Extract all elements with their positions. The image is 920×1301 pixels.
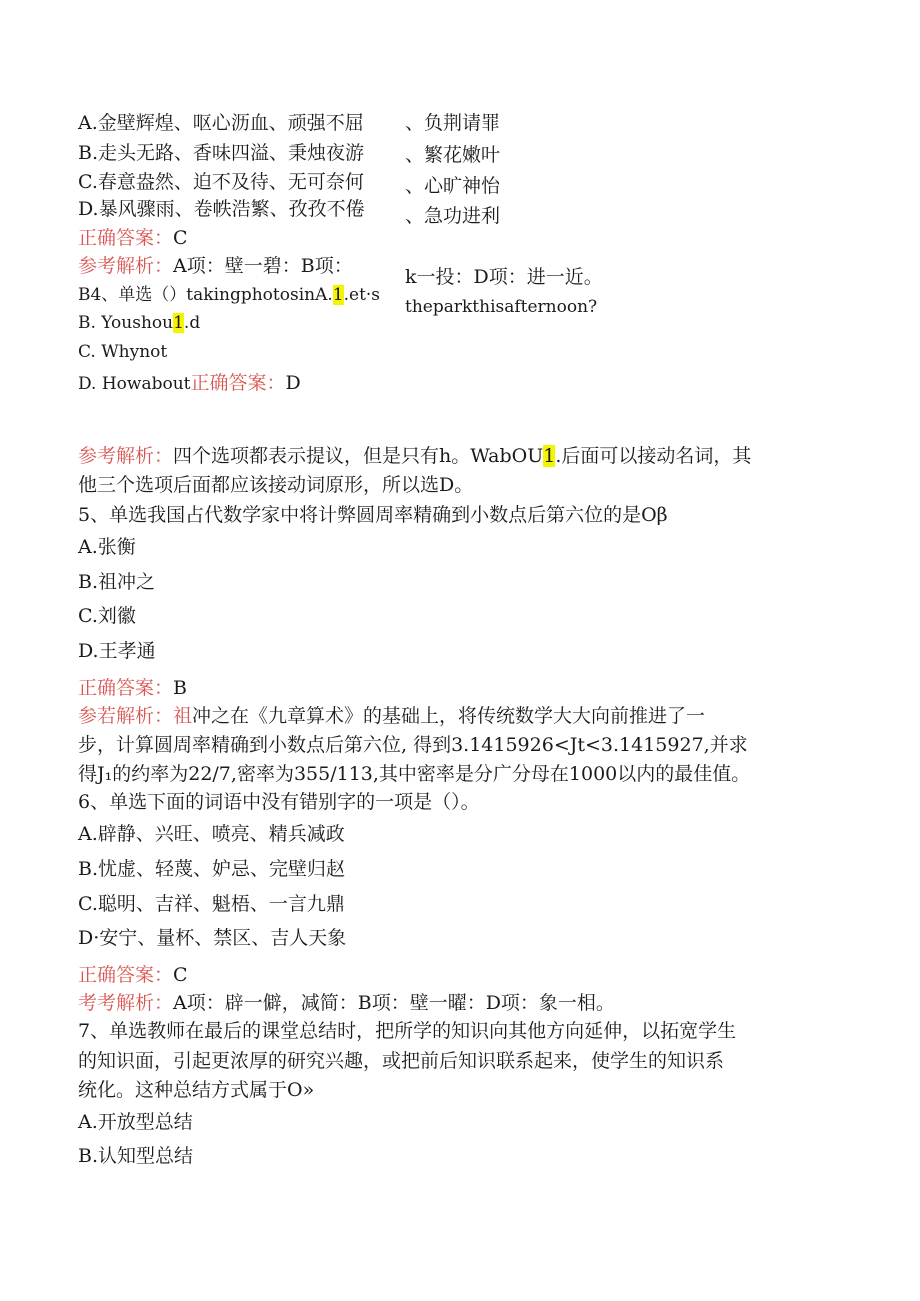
q3-answer bbox=[78, 226, 188, 250]
analysis-label: 参若解析：祖 bbox=[78, 705, 193, 727]
highlight: 1 bbox=[543, 445, 556, 467]
answer-value: C bbox=[173, 227, 188, 249]
analysis-text: 四个选项都表示提议，但是只有h。WabOU bbox=[173, 445, 544, 467]
q4-option-c: C. Whynot bbox=[78, 342, 168, 362]
q3-option-d: D.暴风骤雨、卷帙浩繁、孜孜不倦 bbox=[78, 198, 365, 220]
q6-option-d: D·安宁、量杯、禁区、吉人天象 bbox=[78, 927, 347, 949]
q3-analysis-cont: k一投：D项：进一近。 bbox=[405, 266, 603, 288]
q5-option-a: A.张衡 bbox=[78, 536, 136, 558]
q3-option-b-cont: 、繁花嫩叶 bbox=[405, 144, 501, 166]
q5-option-c: C.刘徽 bbox=[78, 605, 136, 627]
analysis-label: 考考解析： bbox=[78, 992, 174, 1014]
q3-option-d-cont: 、急功进利 bbox=[405, 205, 501, 227]
q4-option-b-text-2: .d bbox=[183, 313, 201, 333]
q5-option-d: D.王孝通 bbox=[78, 640, 156, 662]
q7-stem: 7、单选教师在最后的课堂总结时，把所学的知识向其他方向延伸，以拓宽学生 bbox=[78, 1020, 737, 1042]
answer-label: 正确答案： bbox=[190, 372, 286, 394]
q7-option-b: B.认知型总结 bbox=[78, 1145, 194, 1167]
q3-option-a: A.金壁辉煌、呕心沥血、顽强不屈 bbox=[78, 112, 364, 134]
q4-stem bbox=[78, 283, 380, 307]
analysis-text: 冲之在《九章算术》的基础上，将传统数学大大向前推进了一 bbox=[192, 705, 706, 727]
q5-stem: 5、单选我国占代数学家中将计弊圆周率精确到小数点后第六位的是Oβ bbox=[78, 504, 668, 526]
q6-option-b: B.忧虚、轻蔑、妒忌、完壁归赵 bbox=[78, 858, 346, 880]
q3-option-c-cont: 、心旷神怡 bbox=[405, 175, 501, 197]
q6-option-a: A.辟静、兴旺、喷亮、精兵减政 bbox=[78, 823, 345, 845]
q4-option-b-text: B. Youshou bbox=[78, 313, 174, 333]
answer-value: C bbox=[173, 964, 188, 986]
answer-label: 正确答案： bbox=[78, 964, 174, 986]
q3-option-a-cont: 、负荆请罪 bbox=[405, 112, 501, 134]
answer-value: B bbox=[173, 677, 187, 699]
q7-stem-line3: 统化。这种总结方式属于O» bbox=[78, 1079, 315, 1101]
q4-stem-text: B4、单选（）takingphotosinA. bbox=[78, 285, 333, 305]
answer-label: 正确答案： bbox=[78, 227, 174, 249]
q7-option-a: A.开放型总结 bbox=[78, 1111, 193, 1133]
q4-option-d-text: D. Howabout bbox=[78, 374, 191, 394]
q5-analysis-line2: 步，计算圆周率精确到小数点后第六位, 得到3.1415926<Jt<3.1415927,并求 bbox=[78, 734, 748, 756]
answer-value: D bbox=[285, 372, 301, 394]
highlight: 1 bbox=[173, 313, 184, 333]
q4-option-d bbox=[78, 371, 301, 396]
analysis-text: A项：壁一碧：B项： bbox=[173, 255, 353, 277]
q7-stem-line2: 的知识面，引起更浓厚的研究兴趣，或把前后知识联系起来，使学生的知识系 bbox=[78, 1050, 725, 1072]
analysis-text: A项：辟一僻，减简：B项：壁一曜：D项：象一相。 bbox=[173, 992, 615, 1014]
q5-answer bbox=[78, 676, 187, 700]
q4-stem-cont: theparkthisafternoon? bbox=[405, 297, 598, 317]
q4-analysis-line2: 他三个选项后面都应该接动词原形，所以选D。 bbox=[78, 474, 474, 496]
q6-stem: 6、单选下面的词语中没有错别字的一项是（）。 bbox=[78, 791, 480, 813]
q5-option-b: B.祖冲之 bbox=[78, 571, 156, 593]
q5-analysis-line3: 得J₁的约率为22/7,密率为355/113,其中密率是分广分母在1000以内的最佳值。 bbox=[78, 763, 751, 785]
analysis-label: 参考解析： bbox=[78, 255, 174, 277]
q3-analysis bbox=[78, 254, 353, 278]
analysis-text-2: .后面可以接动名词，其 bbox=[555, 445, 752, 467]
q4-stem-text-2: .et·s bbox=[343, 285, 381, 305]
q5-analysis bbox=[78, 704, 705, 728]
q4-analysis bbox=[78, 444, 751, 468]
q6-analysis bbox=[78, 991, 615, 1015]
q4-option-b bbox=[78, 311, 200, 335]
q3-option-b: B.走头无路、香味四溢、秉烛夜游 bbox=[78, 142, 365, 164]
q6-answer bbox=[78, 963, 188, 987]
answer-label: 正确答案： bbox=[78, 677, 174, 699]
highlight: 1 bbox=[332, 285, 344, 305]
analysis-label: 参考解析： bbox=[78, 445, 174, 467]
q3-option-c: C.春意盎然、迫不及待、无可奈何 bbox=[78, 171, 364, 193]
q6-option-c: C.聪明、吉祥、魁梧、一言九鼎 bbox=[78, 893, 345, 915]
